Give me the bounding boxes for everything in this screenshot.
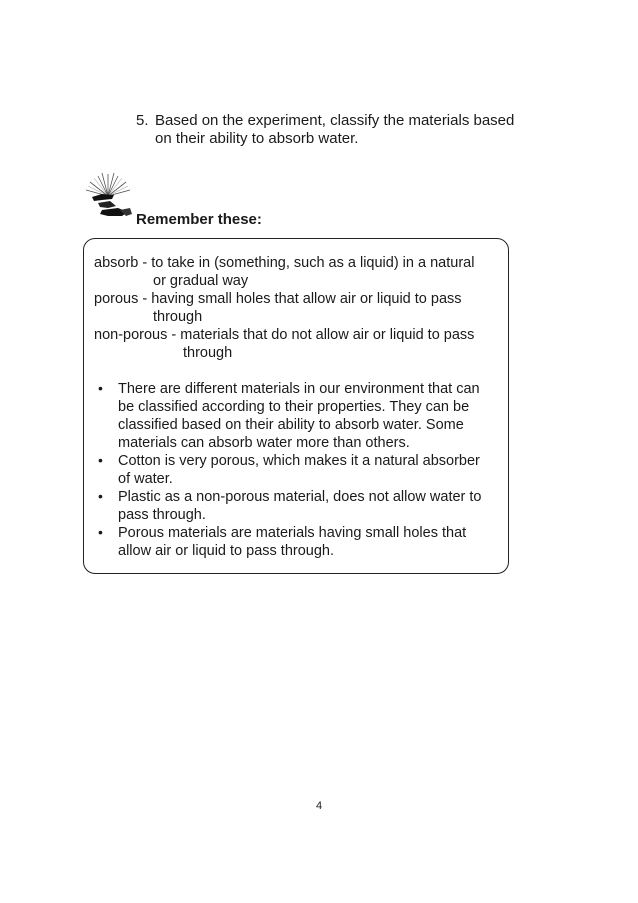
bullet-line: There are different materials in our environment that can [118, 381, 480, 397]
sunburst-reminder-icon [78, 170, 136, 226]
bullet-line: Plastic as a non-porous material, does not allow water to [118, 489, 482, 505]
question-line: on their ability to absorb water. [155, 130, 359, 147]
definition-nonporous-line1: non-porous - materials that do not allow air or liquid to pass [94, 327, 475, 343]
page-number: 4 [315, 800, 323, 812]
definition-absorb-line1: absorb - to take in (something, such as a liquid) in a natural [94, 255, 475, 271]
bullet-dot: • [98, 452, 103, 468]
bullet-line: pass through. [118, 507, 206, 523]
bullet-dot: • [98, 488, 103, 504]
definition-absorb-line2: or gradual way [153, 273, 249, 289]
bullet-line: allow air or liquid to pass through. [118, 543, 335, 559]
definition-porous-line2: through [153, 309, 203, 325]
bullet-line: be classified according to their properties. They can be [118, 399, 470, 415]
question-number: 5. [136, 112, 149, 129]
bullet-line: of water. [118, 471, 173, 487]
question-line: Based on the experiment, classify the materials based [155, 112, 515, 129]
bullet-line: Porous materials are materials having small holes that [118, 525, 467, 541]
bullet-dot: • [98, 380, 103, 396]
remember-heading: Remember these: [136, 211, 262, 228]
definition-nonporous-line2: through [183, 345, 233, 361]
bullet-line: classified based on their ability to absorb water. Some [118, 417, 464, 433]
remember-box [83, 238, 509, 574]
bullet-line: Cotton is very porous, which makes it a natural absorber [118, 453, 480, 469]
question-text [155, 112, 555, 148]
bullet-line: materials can absorb water more than others. [118, 435, 410, 451]
bullet-dot: • [98, 524, 103, 540]
definition-porous-line1: porous - having small holes that allow air or liquid to pass [94, 291, 462, 307]
